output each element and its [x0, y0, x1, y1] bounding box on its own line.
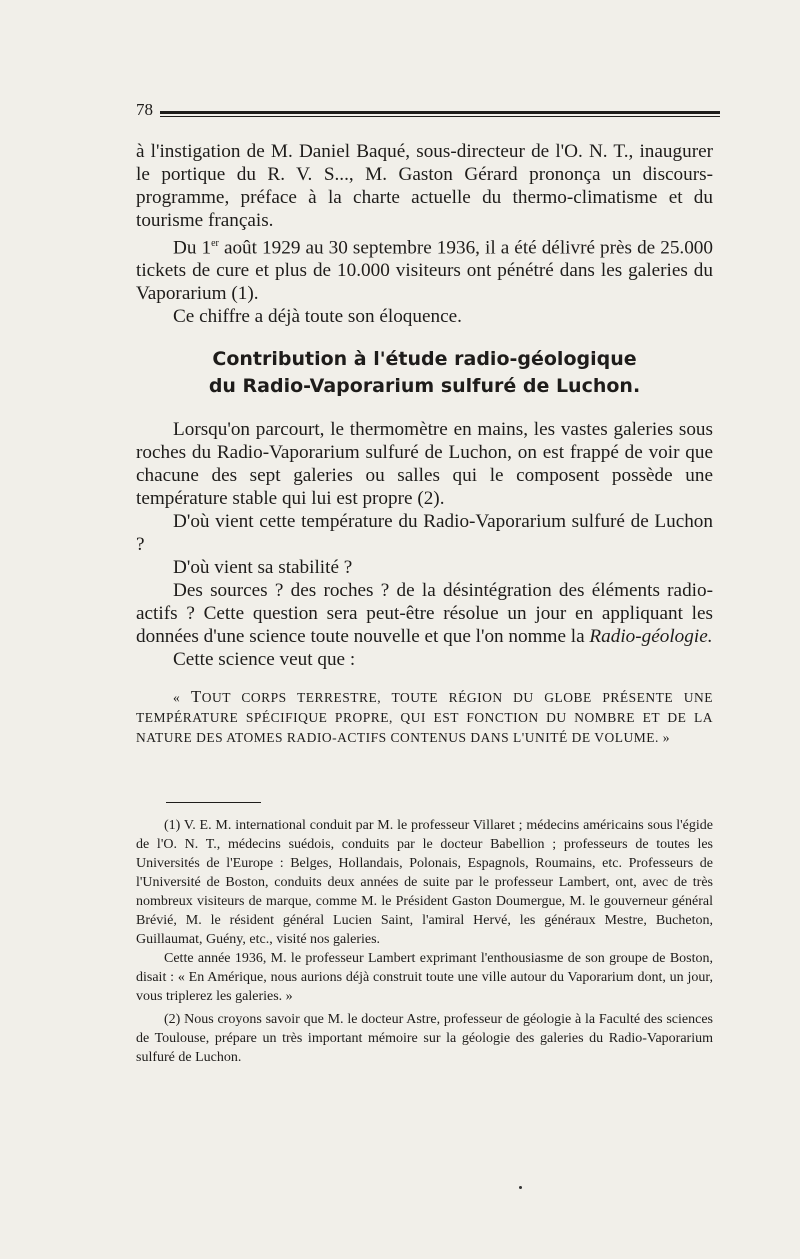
temperature-paragraph: Lorsqu'on parcourt, le thermomètre en mains, les vastes galeries sous roches du Radio-Vaporarium sulfuré de Luchon, on est frappé de voir que chacune des sept galeries ou salles qui le composent possède une température stable qui lui est propre (2). — [136, 419, 713, 510]
footnote-1-continued: Cette année 1936, M. le professeur Lambert exprimant l'enthousiasme de son groupe de Boston, disait : « En Amérique, nous aurions déjà construit toute une ville autour du Vaporarium dont, un jour, vous triplerez les galeries. » — [136, 951, 713, 1004]
sources-paragraph — [136, 579, 713, 648]
ordinal-superscript: er — [211, 238, 219, 249]
footnote-1: (1) V. E. M. international conduit par M. le professeur Villaret ; médecins américains sous l'égide de l'O. N. T., médecins suédois, conduits par le docteur Babellion ; professeurs de toutes les Universités de l'Europe : Belges, Hollandais, Polonais, Espagnols, Roumains, etc. Professeurs de l'Université de Boston, conduits deux années de suite par le professeur Lambert, ont, avec de très nombreux visiteurs de marque, comme M. le Président Gaston Doumergue, M. le gouverneur général Brévié, M. le résident général Lucien Saint, l'amiral Hervé, les généraux Mestre, Bucheton, Guillaumat, Guény, etc., visité nos galeries. — [136, 818, 713, 947]
quote-initial: T — [190, 687, 202, 707]
footnote-2: (2) Nous croyons savoir que M. le docteur Astre, professeur de géologie à la Faculté des sciences de Toulouse, prépare un très important mémoire sur la géologie des galeries du Radio-Vaporarium sulfuré de Luchon. — [136, 1012, 713, 1065]
heading-line-2: du Radio-Vaporarium sulfuré de Luchon. — [208, 375, 641, 398]
science-paragraph: Cette science veut que : — [173, 649, 356, 671]
page-header — [136, 100, 716, 122]
quoted-law — [136, 687, 713, 748]
quote-text: OUT CORPS TERRESTRE, TOUTE RÉGION DU GLOBE PRÉSENTE UNE TEMPÉRATURE SPÉCIFIQUE PROPRE, QUI EST FONCTION DU NOMBRE ET DE LA NATURE DES ATOMES RADIO-ACTIFS CONTENUS DANS L'UNITÉ DE VOLUME. » — [136, 690, 713, 746]
sources-text: Des sources ? des roches ? de la désintégration des éléments radio-actifs ? Cette question sera peut-être résolue un jour en appliquant les données d'une science toute nouvelle et que l'on nomme la — [136, 580, 713, 648]
dates-text-end: août 1929 au 30 septembre 1936, il a été délivré près de 25.000 tickets de cure et plus de 10.000 visiteurs ont pénétré dans les galeries du Vaporarium (1). — [136, 237, 713, 305]
header-rule — [160, 111, 720, 114]
header-rule-thin — [160, 116, 720, 117]
intro-paragraph: à l'instigation de M. Daniel Baqué, sous-directeur de l'O. N. T., inaugurer le portique du R. V. S..., M. Gaston Gérard prononça un discours-programme, préface à la charte actuelle du thermo-climatisme et du tourisme français. — [136, 141, 713, 231]
print-speck — [519, 1186, 522, 1189]
dates-paragraph — [136, 232, 713, 305]
section-heading — [136, 346, 713, 400]
dates-text-start: Du 1 — [173, 237, 212, 259]
page-number: 78 — [136, 100, 153, 119]
heading-line-1: Contribution à l'étude radio-géologique — [212, 348, 637, 371]
main-text — [136, 140, 713, 748]
question-paragraph-2: D'où vient sa stabilité ? — [173, 557, 353, 579]
quote-open-mark: « — [173, 690, 191, 706]
footnotes — [136, 816, 713, 1067]
question-paragraph-1: D'où vient cette température du Radio-Vaporarium sulfuré de Luchon ? — [136, 511, 713, 556]
footnote-rule — [166, 802, 261, 803]
radio-geologie-term: Radio-géologie. — [589, 626, 713, 648]
eloquence-paragraph: Ce chiffre a déjà toute son éloquence. — [173, 306, 462, 328]
